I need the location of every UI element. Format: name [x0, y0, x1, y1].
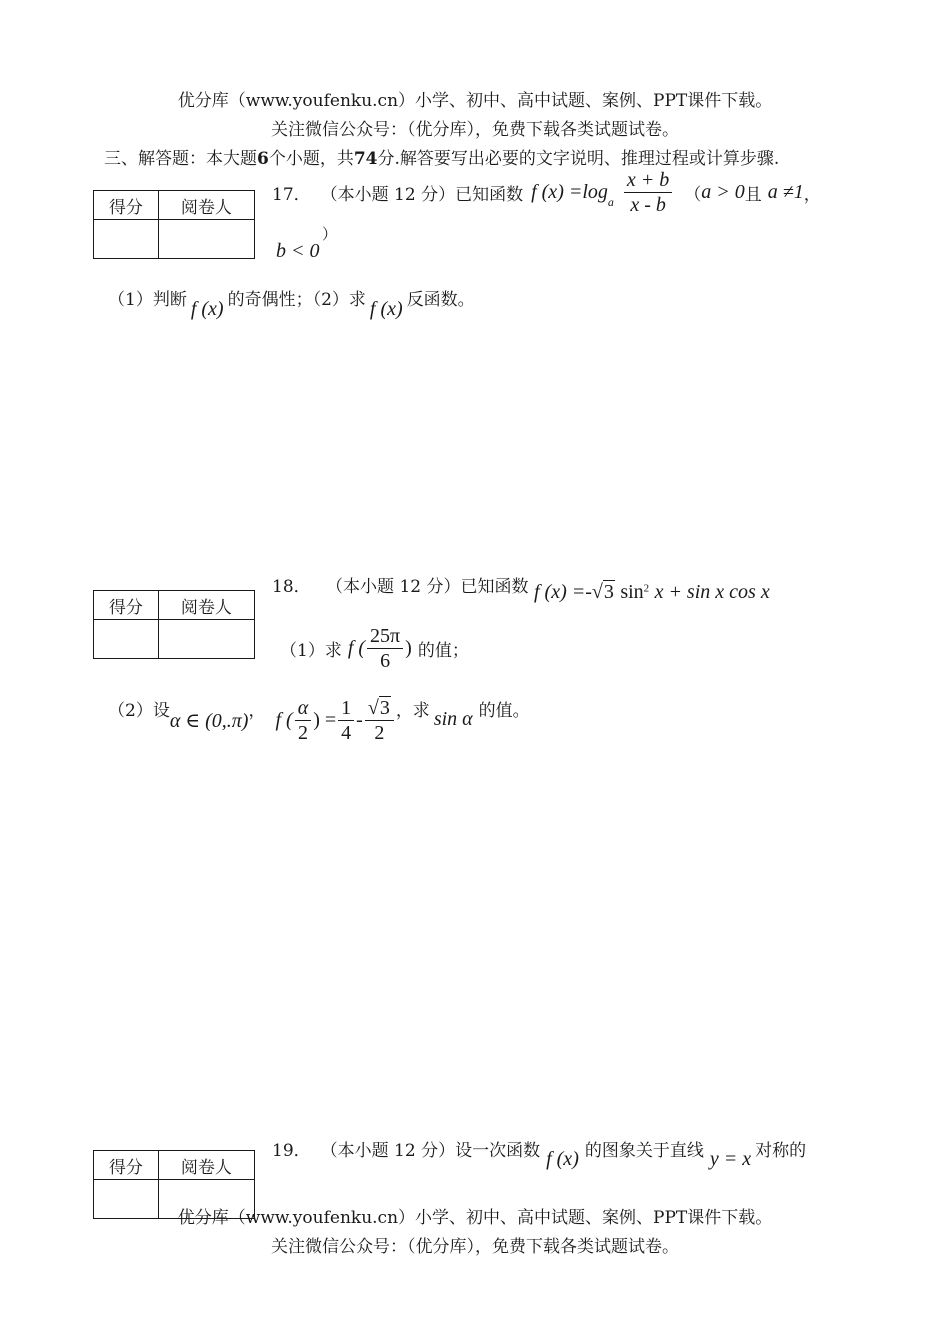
score-label: 得分	[94, 191, 159, 220]
score-box-q18	[93, 590, 255, 659]
q17-func-lhs: f (x) =log	[531, 181, 608, 203]
q17-cond-b: b < 0	[276, 240, 320, 262]
q17-number: 17．	[272, 185, 311, 205]
grader-label: 阅卷人	[158, 191, 254, 220]
section-title: 三、解答题：本大题6个小题，共74分.解答要写出必要的文字说明、推理过程或计算步骤.	[104, 149, 780, 169]
q17-parts: （1）判断 f (x) 的奇偶性；（2）求 f (x) 反函数。	[108, 290, 475, 320]
q17-close-paren: ）	[322, 225, 338, 243]
q18-number: 18．	[272, 577, 311, 597]
header-line-2: 关注微信公众号：（优分库），免费下载各类试题试卷。	[271, 120, 679, 140]
footer-line-1: 优分库（www.youfenku.cn）小学、初中、高中试题、案例、PPT课件下载。	[177, 1208, 773, 1228]
q19-number: 19．	[272, 1141, 311, 1161]
q17-intro: （本小题 12 分）已知函数	[320, 185, 524, 205]
q18-part-1: （1）求 f ( $\frac{25\pi}{6}$ ) 的值；	[280, 625, 469, 672]
q19-line: y = x	[709, 1148, 752, 1170]
q17-fx-1: f (x)	[190, 298, 224, 320]
score-label: 得分	[94, 1151, 159, 1180]
q18-25pi-over-6: $\frac{25\pi}{6}$	[367, 624, 403, 673]
q17-cond-a: a > 0	[701, 181, 745, 203]
grader-cell[interactable]	[158, 620, 254, 659]
score-cell[interactable]	[94, 220, 159, 259]
q18-sin-alpha: sin α	[433, 708, 473, 730]
score-cell[interactable]	[94, 620, 159, 659]
header-line-1: 优分库（www.youfenku.cn）小学、初中、高中试题、案例、PPT课件下载。	[177, 91, 773, 111]
q17-fx-2: f (x)	[369, 298, 403, 320]
q19-fx: f (x)	[546, 1148, 579, 1170]
q18-function: f (x) =-√3 $\sin^2 x + \sin x$ cos x	[534, 581, 770, 603]
q17-fraction: $\frac{x + b}{x - b}$	[624, 168, 672, 217]
q17-cond-a2: a ≠1	[767, 181, 804, 203]
q17-stem: 17． （本小题 12 分）已知函数 f (x) =log a $\frac{x + b}{x - b}$ （ a > 0 且 a ≠1 ，	[272, 169, 821, 216]
score-label: 得分	[94, 591, 159, 620]
grader-cell[interactable]	[158, 220, 254, 259]
footer-line-2: 关注微信公众号：（优分库），免费下载各类试题试卷。	[271, 1237, 679, 1257]
grader-label: 阅卷人	[158, 591, 254, 620]
q18-intro: （本小题 12 分）已知函数	[326, 577, 529, 597]
grader-label: 阅卷人	[158, 1151, 254, 1180]
q17-log-base: a	[607, 195, 614, 209]
q19-stem: 19． （本小题 12 分）设一次函数 f (x) 的图象关于直线 y = x 对称的	[272, 1136, 806, 1171]
score-box-q17	[93, 190, 255, 259]
q18-alpha-domain: α ∈ (0,.π)	[169, 710, 249, 732]
q18-condition: f ( $\frac{\alpha}{2}$ ) = $\frac{1}{4}$ - $\frac{√3}{2}$	[275, 696, 395, 745]
q18-header	[272, 572, 529, 597]
q18-part-2: （2）设 α ∈ (0,.π) ， f ( $\frac{\alpha}{2}$ ) = $\frac{1}{4}$ - $\frac{√3}{2}$ ，求 sin α 的值。	[108, 697, 530, 744]
